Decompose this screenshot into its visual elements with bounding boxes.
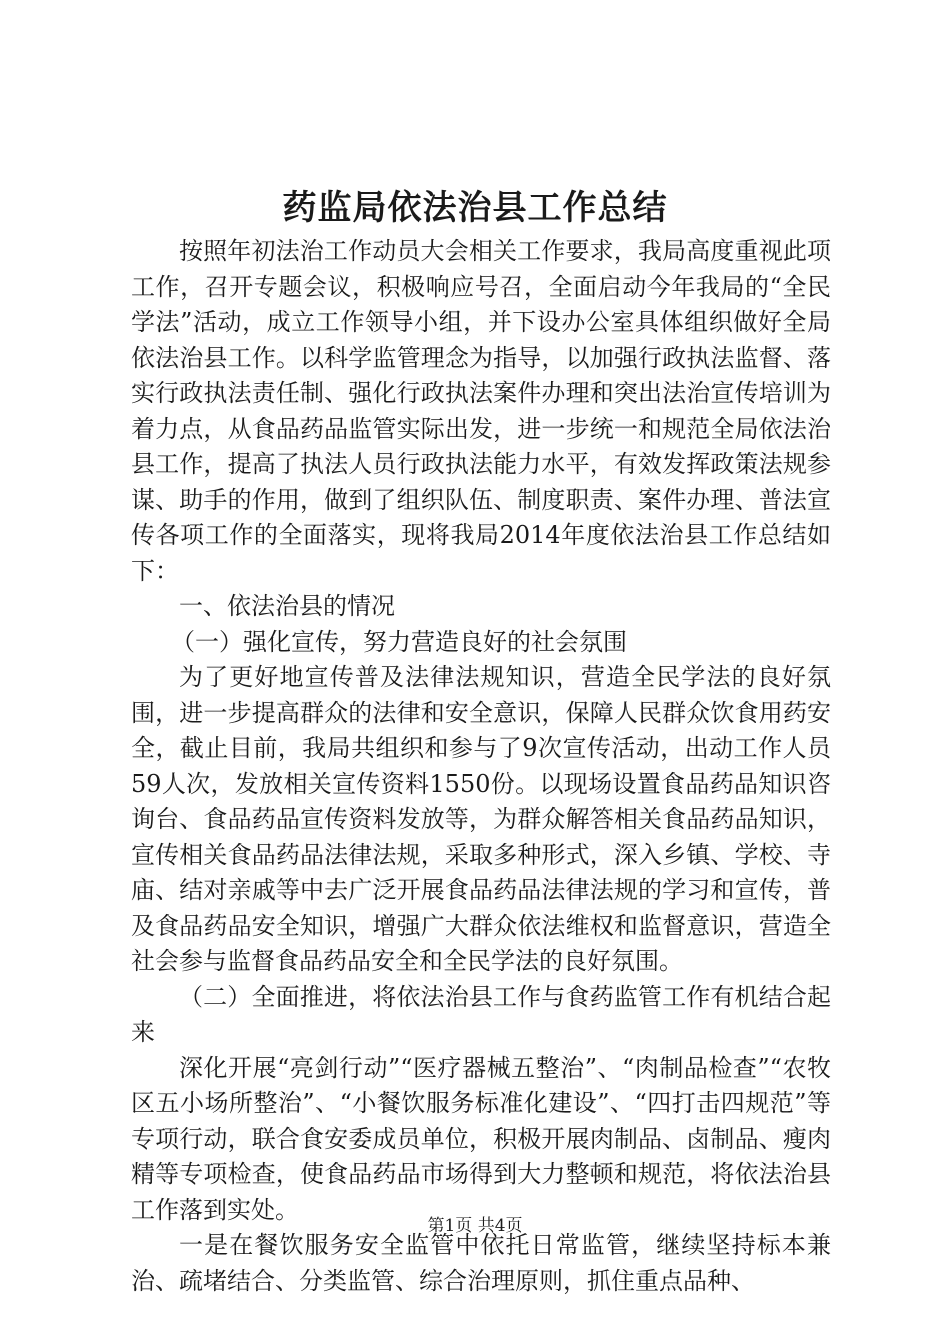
subsection-heading-1: （一）强化宣传，努力营造良好的社会氛围 bbox=[171, 627, 627, 656]
section-heading-1: 一、依法治县的情况 bbox=[179, 592, 395, 620]
subsection-heading-2: （二）全面推进，将依法治县工作与食药监管工作有机结合起来 bbox=[131, 982, 831, 1046]
page-number-footer: 第1页 共4页 bbox=[427, 1216, 523, 1236]
document-title: 药监局依法治县工作总结 bbox=[282, 188, 668, 228]
body-paragraph-campaigns: 深化开展“亮剑行动”“医疗器械五整治”、“肉制品检查”“农牧区五小场所整治”、“小餐饮服务标准化建设”、“四打击四规范”等专项行动，联合食安委成员单位，积极开展肉制品、卤制品、瘦肉精等专项检查，使食品药品市场得到大力整顿和规范，将依法治县工作落到实处。 bbox=[131, 1053, 831, 1224]
intro-paragraph: 按照年初法治工作动员大会相关工作要求，我局高度重视此项工作，召开专题会议，积极响应号召，全面启动今年我局的“全民学法”活动，成立工作领导小组，并下设办公室具体组织做好全局依法治县工作。以科学监管理念为指导，以加强行政执法监督、落实行政执法责任制、强化行政执法案件办理和突出法治宣传培训为着力点，从食品药品监管实际出发，进一步统一和规范全局依法治县工作，提高了执法人员行政执法能力水平，有效发挥政策法规参谋、助手的作用，做到了组织队伍、制度职责、案件办理、普法宣传各项工作的全面落实，现将我局2014年度依法治县工作总结如下： bbox=[131, 237, 831, 585]
body-paragraph-catering: 一是在餐饮服务安全监管中依托日常监管，继续坚持标本兼治、疏堵结合、分类监管、综合治理原则，抓住重点品种、 bbox=[131, 1231, 831, 1295]
body-paragraph-publicity: 为了更好地宣传普及法律法规知识，营造全民学法的良好氛围，进一步提高群众的法律和安全意识，保障人民群众饮食用药安全，截止目前，我局共组织和参与了9次宣传活动，出动工作人员59人次，发放相关宣传资料1550份。以现场设置食品药品知识咨询台、食品药品宣传资料发放等，为群众解答相关食品药品知识，宣传相关食品药品法律法规，采取多种形式，深入乡镇、学校、寺庙、结对亲戚等中去广泛开展食品药品法律法规的学习和宣传，普及食品药品安全知识，增强广大群众依法维权和监督意识，营造全社会参与监督食品药品安全和全民学法的良好氛围。 bbox=[131, 663, 831, 975]
document-body bbox=[131, 234, 831, 1299]
